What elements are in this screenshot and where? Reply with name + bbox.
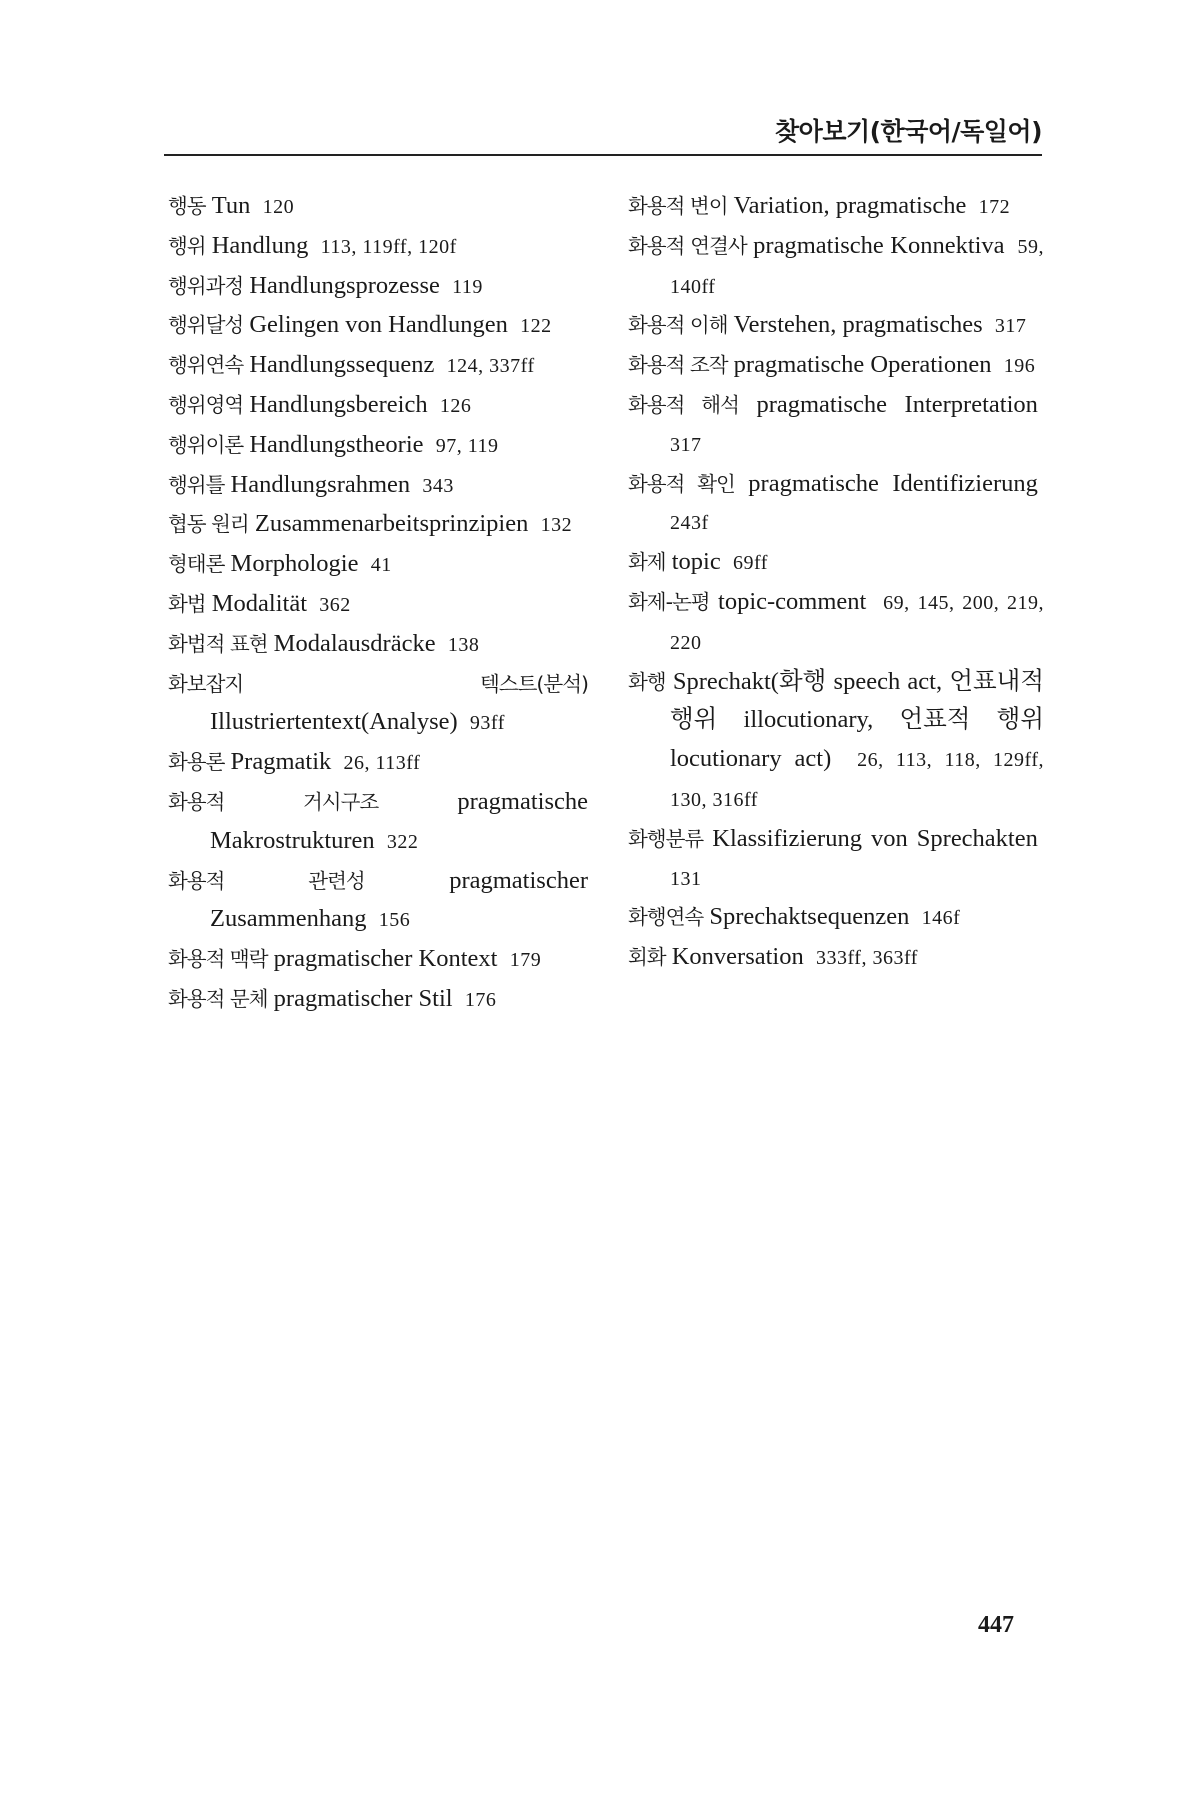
index-entry xyxy=(168,783,588,862)
entry-page-refs: 97, 119 xyxy=(435,434,499,457)
index-entry xyxy=(168,267,588,307)
entry-page-refs: 59, 140ff xyxy=(670,235,1045,298)
entry-german-term: Handlungstheorie xyxy=(249,430,424,458)
entry-korean-term: 행동 xyxy=(168,194,206,218)
entry-korean-term: 행위이론 xyxy=(168,432,244,457)
index-entry xyxy=(168,862,588,941)
entry-korean-term: 행위틀 xyxy=(168,472,225,497)
entry-korean-term: 화용론 xyxy=(168,750,225,775)
entry-korean-term: 화용적 관련성 xyxy=(168,868,365,893)
index-entry xyxy=(628,306,1044,346)
entry-german-term: Pragmatik xyxy=(230,748,332,776)
entry-korean-term: 화보잡지 텍스트(분석) xyxy=(168,671,588,696)
index-entry xyxy=(628,898,1044,938)
index-column-right xyxy=(628,187,1044,978)
entry-korean-term: 화용적 조작 xyxy=(628,353,728,378)
entry-german-term: pragmatischer Stil xyxy=(273,984,453,1012)
entry-german-term: pragmatische Makrostrukturen xyxy=(210,787,589,854)
entry-page-refs: 243f xyxy=(670,512,709,535)
entry-german-term: Sprechakt(화행 speech act, 언표내적 행위 illocutionary, 언표적 행위 locutionary act) xyxy=(670,667,1044,773)
entry-page-refs: 26, 113, 118, 129ff, 130, 316ff xyxy=(670,749,1045,811)
index-entry xyxy=(628,543,1044,583)
entry-korean-term: 행위과정 xyxy=(168,273,244,298)
index-entry xyxy=(628,583,1044,663)
index-entry xyxy=(628,187,1044,227)
entry-page-refs: 69, 145, 200, 219, 220 xyxy=(670,591,1044,654)
entry-korean-term: 화용적 해석 xyxy=(628,392,739,417)
entry-page-refs: 317 xyxy=(994,315,1027,338)
entry-german-term: pragmatischer Kontext xyxy=(273,945,498,973)
entry-page-refs: 119 xyxy=(452,275,483,298)
entry-page-refs: 156 xyxy=(378,909,411,932)
entry-page-refs: 362 xyxy=(319,593,351,616)
index-entry xyxy=(168,187,588,227)
index-entry xyxy=(168,743,588,783)
entry-korean-term: 화용적 확인 xyxy=(628,471,735,496)
entry-german-term: Modalausdräcke xyxy=(273,629,436,657)
header-rule xyxy=(164,154,1042,156)
entry-korean-term: 행위연속 xyxy=(168,353,244,378)
index-entry xyxy=(168,545,588,585)
entry-korean-term: 화행분류 xyxy=(628,826,704,851)
entry-page-refs: 122 xyxy=(520,315,552,338)
running-header-title: 찾아보기(한국어/독일어) xyxy=(775,117,1042,146)
entry-korean-term: 행위영역 xyxy=(168,392,244,417)
entry-german-term: Klassifizierung von Sprechakten xyxy=(712,824,1038,852)
entry-german-term: Konversation xyxy=(671,943,804,971)
entry-page-refs: 113, 119ff, 120f xyxy=(320,235,457,258)
entry-german-term: Zusammenarbeitsprinzipien xyxy=(254,510,529,538)
entry-korean-term: 행위 xyxy=(168,233,206,258)
index-entry xyxy=(168,980,588,1020)
entry-korean-term: 화법적 표현 xyxy=(168,631,268,656)
entry-german-term: pragmatische Identifizierung xyxy=(748,469,1038,497)
entry-korean-term: 화용적 변이 xyxy=(628,194,728,218)
entry-page-refs: 26, 113ff xyxy=(343,752,421,775)
entry-page-refs: 138 xyxy=(447,633,480,656)
entry-page-refs: 172 xyxy=(978,196,1011,218)
index-entry xyxy=(168,466,588,506)
entry-german-term: Tun xyxy=(211,192,251,219)
index-entry xyxy=(168,306,588,346)
index-entry xyxy=(168,227,588,267)
entry-german-term: pragmatische Konnektiva xyxy=(753,231,1005,259)
entry-page-refs: 132 xyxy=(540,514,573,537)
entry-korean-term: 화법 xyxy=(168,591,206,616)
entry-korean-term: 화행 xyxy=(628,669,666,694)
index-entry xyxy=(628,346,1044,386)
entry-german-term: Modalität xyxy=(211,589,307,617)
entry-german-term: pragmatischer Zusammenhang xyxy=(210,866,588,933)
entry-german-term: Handlung xyxy=(211,231,309,259)
page-number: 447 xyxy=(978,1612,1014,1638)
index-entry xyxy=(628,227,1044,307)
entry-korean-term: 화제 xyxy=(628,550,666,575)
entry-page-refs: 93ff xyxy=(469,712,505,735)
index-entry xyxy=(628,938,1044,978)
entry-page-refs: 120 xyxy=(262,196,295,218)
entry-page-refs: 69ff xyxy=(732,552,768,575)
entry-korean-term: 형태론 xyxy=(168,552,225,577)
entry-korean-term: 화행연속 xyxy=(628,905,704,930)
entry-german-term: pragmatische Operationen xyxy=(733,351,992,379)
entry-german-term: Handlungsrahmen xyxy=(230,470,411,498)
index-entry xyxy=(168,346,588,386)
entry-korean-term: 화용적 이해 xyxy=(628,313,728,338)
index-entry xyxy=(168,426,588,466)
entry-page-refs: 179 xyxy=(509,949,542,972)
index-column-left xyxy=(168,187,588,1020)
entry-german-term: Variation, pragmatische xyxy=(733,192,967,219)
entry-german-term: pragmatische Interpretation xyxy=(756,390,1038,418)
entry-german-term: Handlungsbereich xyxy=(249,390,428,418)
index-entry xyxy=(168,940,588,980)
index-entry xyxy=(168,386,588,426)
entry-korean-term: 화용적 연결사 xyxy=(628,233,747,258)
index-entry xyxy=(628,386,1044,465)
entry-german-term: Sprechaktsequenzen xyxy=(709,903,910,931)
index-entry xyxy=(168,665,588,744)
entry-page-refs: 131 xyxy=(670,867,702,890)
entry-page-refs: 322 xyxy=(386,830,419,853)
entry-page-refs: 176 xyxy=(464,988,497,1011)
entry-german-term: Gelingen von Handlungen xyxy=(249,311,508,339)
entry-korean-term: 행위달성 xyxy=(168,313,244,338)
index-entry xyxy=(168,505,588,545)
entry-german-term: Handlungssequenz xyxy=(249,351,435,379)
entry-korean-term: 화용적 문체 xyxy=(168,986,268,1011)
index-entry xyxy=(168,585,588,625)
entry-korean-term: 화용적 거시구조 xyxy=(168,789,379,814)
entry-page-refs: 41 xyxy=(370,554,392,577)
entry-german-term: Illustriertentext(Analyse) xyxy=(210,708,458,736)
entry-page-refs: 196 xyxy=(1003,355,1036,378)
entry-page-refs: 343 xyxy=(422,474,454,497)
index-entry xyxy=(628,820,1044,899)
entry-page-refs: 333ff, 363ff xyxy=(815,947,918,970)
entry-german-term: Handlungsprozesse xyxy=(249,271,440,299)
entry-korean-term: 화제-논평 xyxy=(628,589,710,614)
index-entry xyxy=(628,663,1044,820)
index-entry xyxy=(628,465,1044,544)
entry-page-refs: 146f xyxy=(921,907,961,930)
index-entry xyxy=(168,625,588,665)
entry-page-refs: 126 xyxy=(439,394,472,417)
entry-german-term: topic xyxy=(671,548,721,576)
entry-german-term: Morphologie xyxy=(230,550,359,578)
entry-german-term: topic-comment xyxy=(718,587,867,615)
entry-korean-term: 협동 원리 xyxy=(168,512,249,537)
entry-german-term: Verstehen, pragmatisches xyxy=(733,311,983,339)
entry-korean-term: 화용적 맥락 xyxy=(168,947,268,972)
entry-page-refs: 124, 337ff xyxy=(446,355,535,378)
entry-korean-term: 회화 xyxy=(628,945,666,970)
entry-page-refs: 317 xyxy=(670,433,702,456)
